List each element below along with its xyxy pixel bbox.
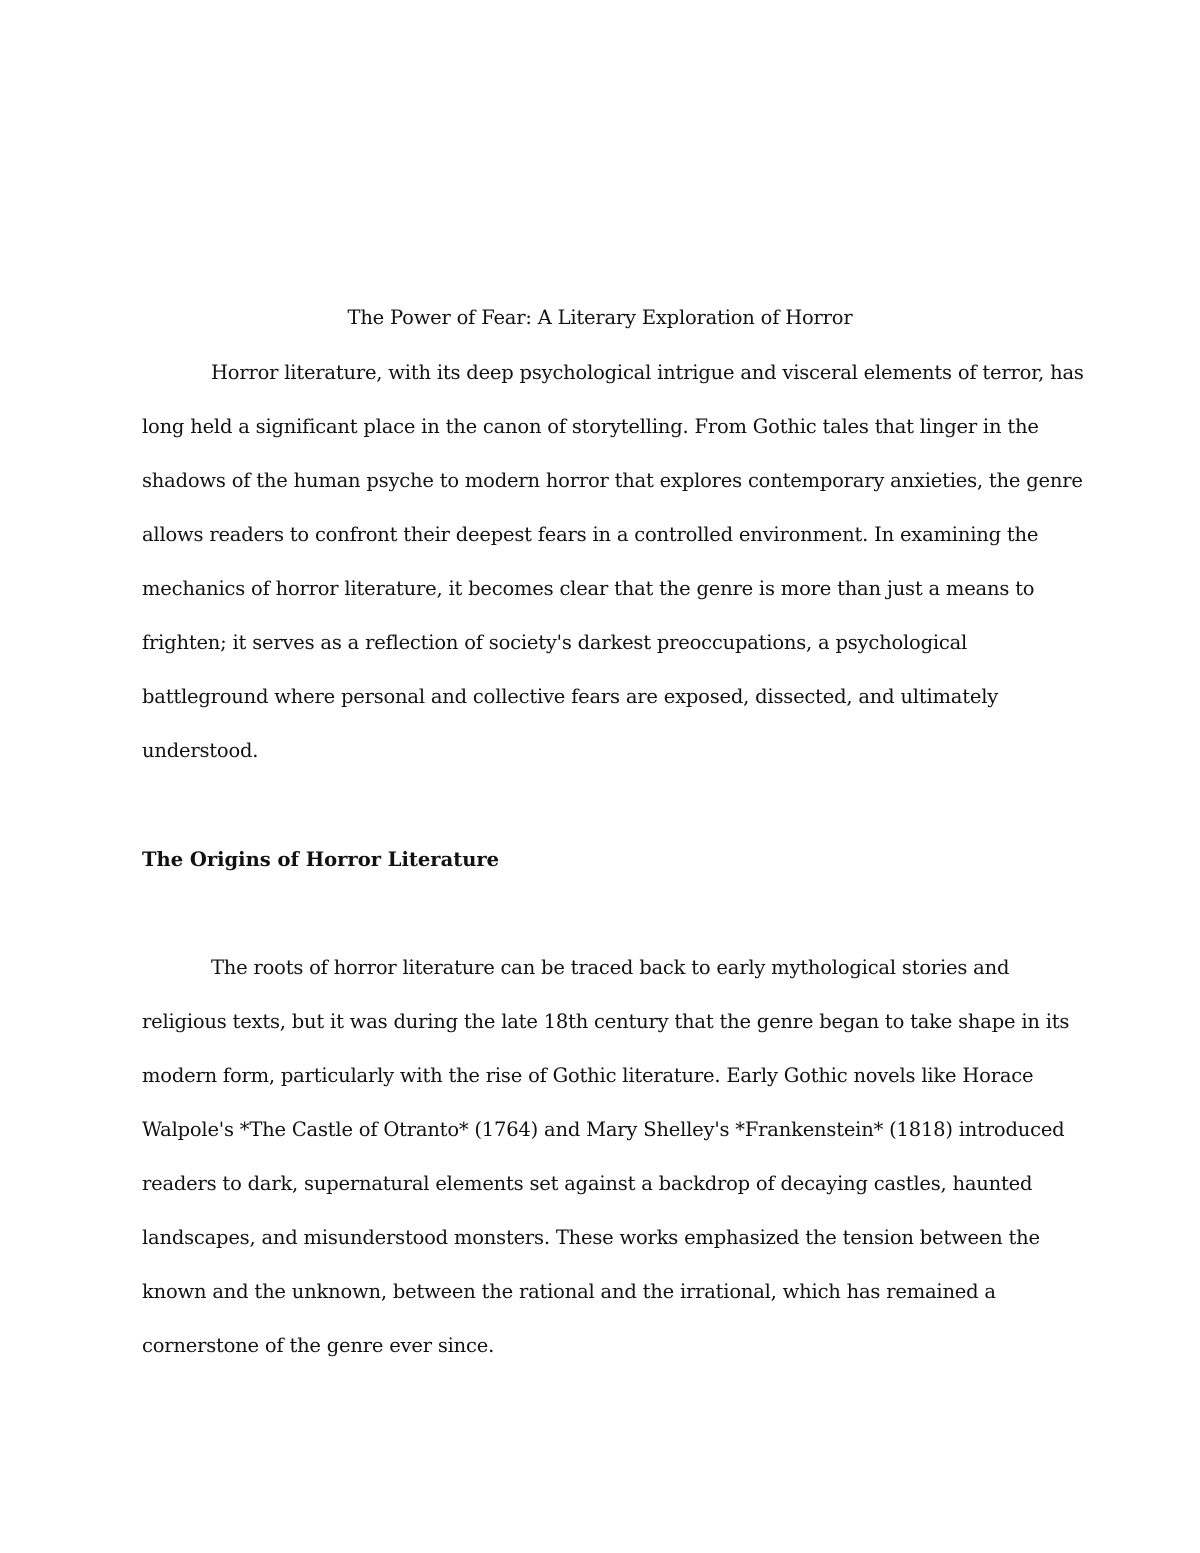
intro-line-7: battleground where personal and collective fears are exposed, dissected, and ultimately	[142, 685, 999, 708]
origins-line-3: modern form, particularly with the rise of Gothic literature. Early Gothic novels like Horace	[142, 1064, 1034, 1087]
origins-line-2: religious texts, but it was during the late 18th century that the genre began to take shape in its	[142, 1010, 1070, 1033]
origins-line-4: Walpole's *The Castle of Otranto* (1764) and Mary Shelley's *Frankenstein* (1818) introduced	[142, 1118, 1065, 1141]
intro-line-8: understood.	[142, 739, 259, 762]
intro-line-3: shadows of the human psyche to modern horror that explores contemporary anxieties, the genre	[142, 469, 1083, 492]
section-heading: The Origins of Horror Literature	[142, 848, 500, 871]
intro-line-6: frighten; it serves as a reflection of society's darkest preoccupations, a psychological	[142, 631, 968, 654]
origins-line-1: The roots of horror literature can be traced back to early mythological stories and	[211, 956, 1010, 979]
intro-line-4: allows readers to confront their deepest fears in a controlled environment. In examining the	[142, 523, 1039, 546]
intro-line-1: Horror literature, with its deep psychological intrigue and visceral elements of terror, has	[211, 361, 1084, 384]
intro-line-2: long held a significant place in the canon of storytelling. From Gothic tales that linger in the	[142, 415, 1039, 438]
intro-line-5: mechanics of horror literature, it becomes clear that the genre is more than just a means to	[142, 577, 1035, 600]
origins-line-6: landscapes, and misunderstood monsters. These works emphasized the tension between the	[142, 1226, 1040, 1249]
origins-line-8: cornerstone of the genre ever since.	[142, 1334, 495, 1357]
origins-line-7: known and the unknown, between the rational and the irrational, which has remained a	[142, 1280, 996, 1303]
origins-line-5: readers to dark, supernatural elements set against a backdrop of decaying castles, haunted	[142, 1172, 1033, 1195]
document-title: The Power of Fear: A Literary Exploration of Horror	[347, 306, 853, 329]
